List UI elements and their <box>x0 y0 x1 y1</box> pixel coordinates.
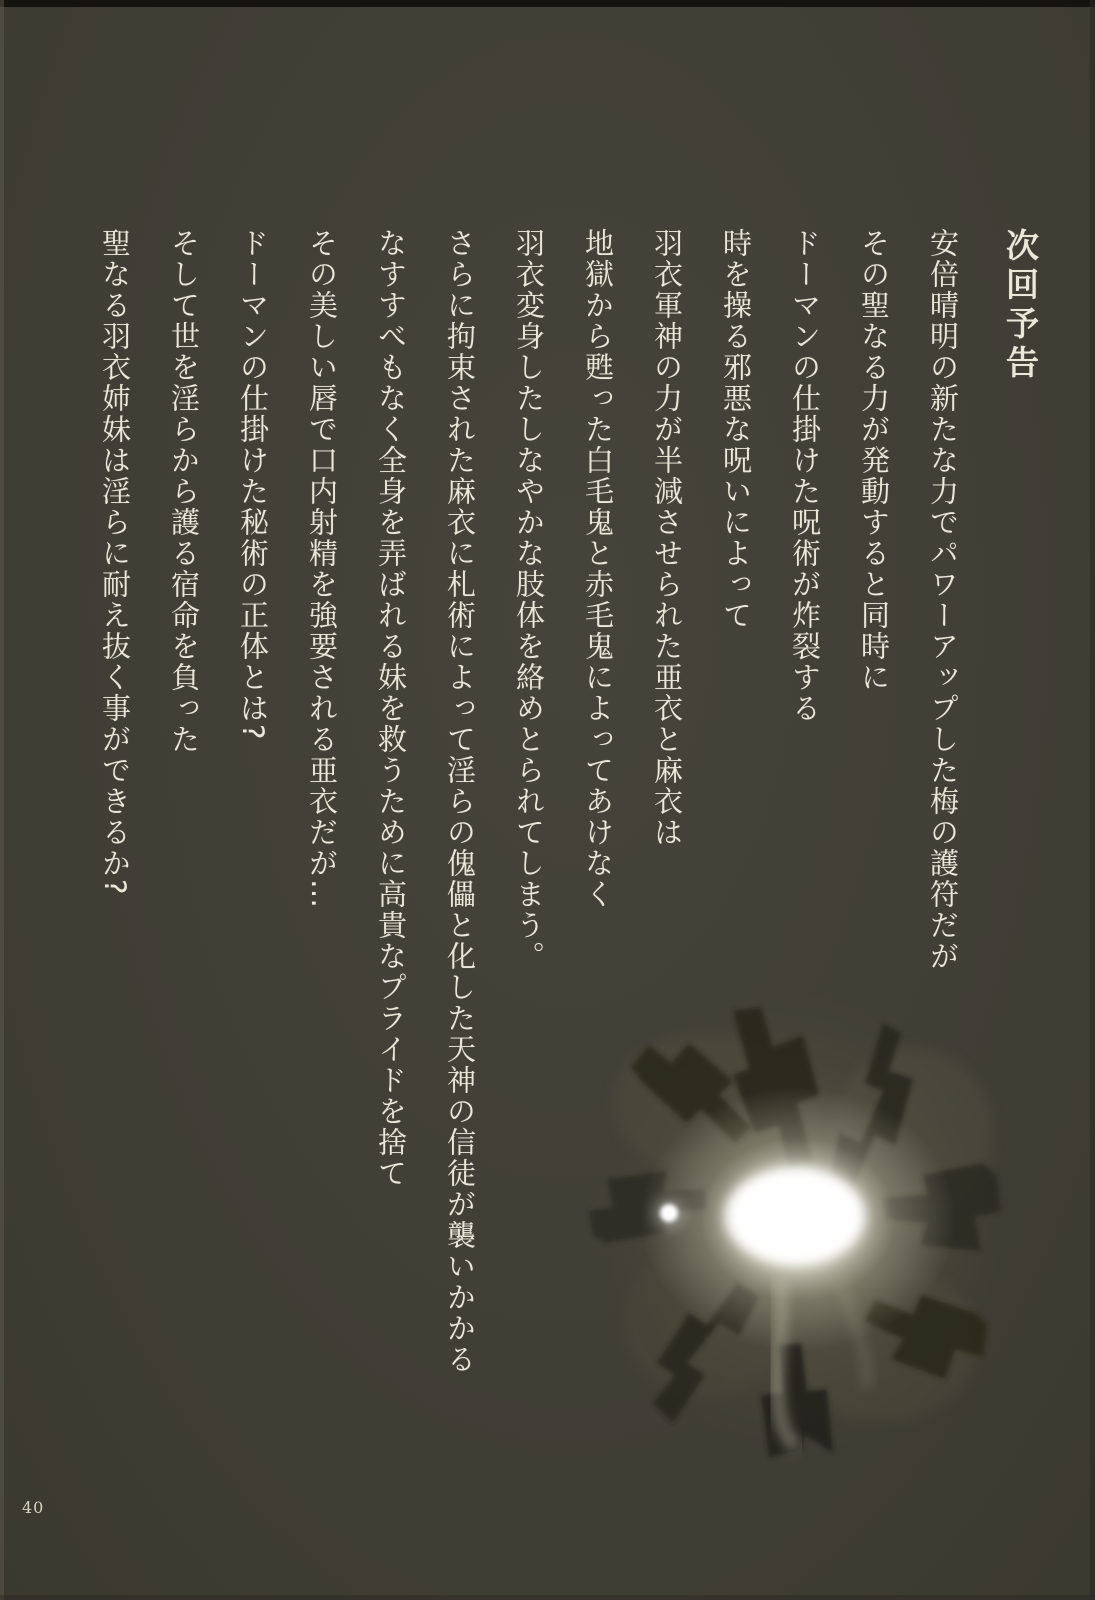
scan-edge-bottom <box>0 1595 1095 1600</box>
preview-line: ドーマンの仕掛けた秘術の正体とは? <box>236 228 270 742</box>
scan-edge-right <box>1090 0 1095 1600</box>
page-title: 次回予告 <box>1001 228 1040 384</box>
preview-line: 安倍晴明の新たな力でパワーアップした梅の護符だが <box>926 228 960 972</box>
preview-line: 時を操る邪悪な呪いによって <box>719 228 753 631</box>
preview-line: 聖なる羽衣姉妹は淫らに耐え抜く事ができるか? <box>98 228 132 897</box>
glowing-hands-illustration <box>583 983 1015 1465</box>
preview-line: なすすべもなく全身を弄ばれる妹を救うために高貴なプライドを捨て <box>374 228 408 1189</box>
scan-edge-top <box>0 0 1095 7</box>
scan-edge-left <box>0 0 4 1600</box>
preview-line: その聖なる力が発動すると同時に <box>857 228 891 693</box>
page-number: 40 <box>22 1498 45 1517</box>
preview-line: 羽衣軍神の力が半減させられた亜衣と麻衣は <box>650 228 684 848</box>
glowing-hands-artwork <box>583 983 1015 1465</box>
preview-line: 羽衣変身したしなやかな肢体を絡めとられてしまう。 <box>512 228 546 972</box>
preview-line: その美しい唇で口内射精を強要される亜衣だが… <box>305 228 339 910</box>
preview-line: さらに拘束された麻衣に札術によって淫らの傀儡と化した天神の信徒が襲いかかる <box>443 228 477 1375</box>
preview-line: 地獄から甦った白毛鬼と赤毛鬼によってあけなく <box>581 228 615 910</box>
preview-line: そして世を淫らから護る宿命を負った <box>167 228 201 755</box>
preview-line: ドーマンの仕掛けた呪術が炸裂する <box>788 228 822 724</box>
